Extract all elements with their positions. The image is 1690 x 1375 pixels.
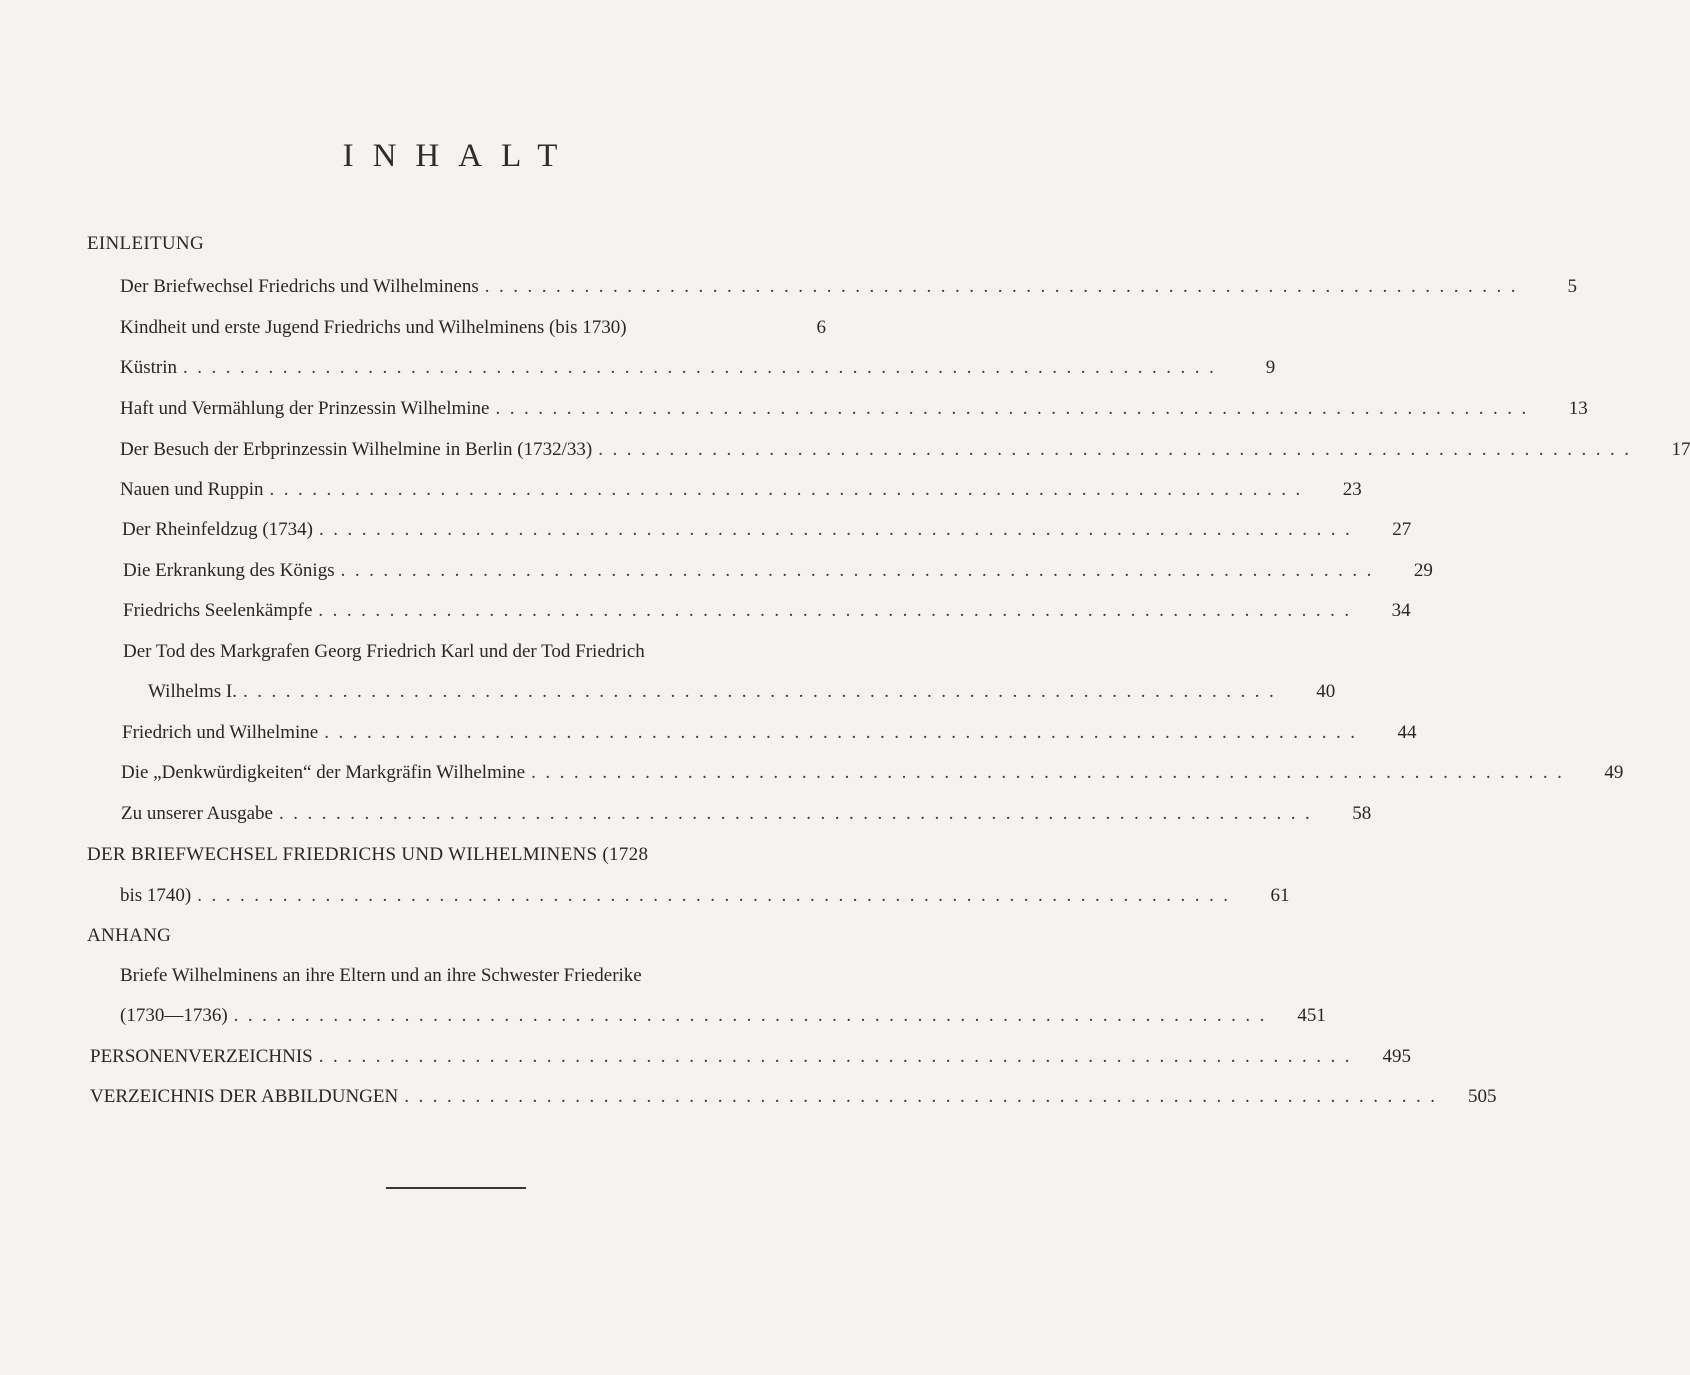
leader-dots: ......................................................................... (197, 885, 1238, 906)
toc-entry-personen[interactable] (90, 1042, 1411, 1072)
toc-entry-page: 49 (1604, 762, 1624, 783)
toc-entry-label: Zu unserer Ausgabe (121, 803, 273, 824)
toc-entry-label: Der Briefwechsel Friedrichs und Wilhelminens (120, 276, 479, 297)
leader-dots: ......................................................................... (269, 479, 1310, 500)
toc-entry-label: Der Besuch der Erbprinzessin Wilhelmine in Berlin (1732/33) (120, 439, 593, 460)
toc-entry[interactable] (121, 758, 1624, 788)
toc-entry[interactable] (122, 515, 1412, 545)
toc-entry-page: 61 (1270, 885, 1290, 906)
toc-entry-page: 17 (1671, 439, 1690, 460)
leader-dots: ......................................................................... (233, 1005, 1274, 1026)
toc-entry[interactable] (120, 313, 826, 343)
leader-dots: ......................................................................... (278, 803, 1320, 824)
toc-entry-label: Kindheit und erste Jugend Friedrichs und Wilhelminens (bis 1730) (120, 317, 627, 338)
leader-dots: ......................................................................... (318, 1046, 1359, 1067)
toc-entry-page: 6 (816, 317, 826, 338)
toc-entry-abbildungen[interactable] (90, 1082, 1497, 1112)
toc-entry-page: 451 (1297, 1005, 1326, 1026)
toc-entry-page: 9 (1265, 357, 1276, 378)
toc-entry[interactable] (120, 475, 1362, 505)
section-heading-briefwechsel[interactable]: DER BRIEFWECHSEL FRIEDRICHS UND WILHELMINENS (1728 (87, 844, 649, 865)
toc-entry[interactable] (120, 435, 1690, 465)
toc-entry-label-line1[interactable]: Der Tod des Markgrafen Georg Friedrich Karl und der Tod Friedrich (123, 641, 645, 662)
toc-entry-page: 58 (1352, 803, 1372, 824)
toc-entry-page: 13 (1568, 398, 1588, 419)
leader-dots: ......................................................................... (318, 600, 1359, 621)
toc-entry-label: Der Rheinfeldzug (1734) (122, 519, 313, 540)
leader-dots: ......................................................................... (242, 681, 1284, 702)
toc-entry[interactable] (120, 881, 1290, 911)
leader-dots: ......................................................................... (495, 398, 1536, 419)
leader-dots: ......................................................................... (324, 722, 1365, 743)
toc-entry[interactable] (122, 718, 1417, 748)
toc-entry-label: Wilhelms I. (148, 681, 237, 702)
leader-dots: ......................................................................... (319, 519, 1360, 540)
toc-entry[interactable] (120, 1001, 1326, 1031)
toc-entry[interactable] (121, 799, 1372, 829)
section-heading-anhang: ANHANG (87, 925, 172, 946)
toc-entry-label: Die „Denkwürdigkeiten“ der Markgräfin Wilhelmine (121, 762, 526, 783)
toc-entry[interactable] (120, 272, 1577, 302)
toc-entry[interactable] (148, 677, 1336, 707)
toc-entry-page: 44 (1397, 722, 1417, 743)
toc-entry-label: bis 1740) (120, 885, 192, 906)
toc-entry-page: 34 (1391, 600, 1411, 621)
leader-dots: ......................................................................... (183, 357, 1224, 378)
toc-entry-label: (1730—1736) (120, 1005, 228, 1026)
section-heading-einleitung: EINLEITUNG (87, 233, 204, 254)
section-heading-abbildungen: VERZEICHNIS DER ABBILDUNGEN (90, 1086, 399, 1107)
closing-rule (386, 1187, 526, 1189)
toc-entry-page: 5 (1567, 276, 1577, 297)
toc-entry-page: 29 (1413, 560, 1433, 581)
toc-entry-label: Friedrichs Seelenkämpfe (123, 600, 313, 621)
toc-entry-page: 495 (1382, 1046, 1411, 1067)
toc-entry-page: 23 (1342, 479, 1362, 500)
toc-entry-label: Nauen und Ruppin (120, 479, 264, 500)
toc-entry-label: Die Erkrankung des Königs (123, 560, 335, 581)
toc-entry-page: 40 (1316, 681, 1336, 702)
leader-dots: ......................................................................... (404, 1086, 1445, 1107)
page-title: INHALT (342, 138, 577, 174)
toc-entry-label: Küstrin (120, 357, 177, 378)
toc-entry-label: Friedrich und Wilhelmine (122, 722, 319, 743)
leader-dots: ......................................................................... (598, 439, 1639, 460)
toc-entry-label-line1[interactable]: Briefe Wilhelminens an ihre Eltern und an ihre Schwester Friederike (120, 965, 642, 986)
toc-entry[interactable] (123, 556, 1433, 586)
toc-entry-page: 27 (1392, 519, 1412, 540)
toc-entry[interactable] (120, 353, 1276, 383)
section-heading-personen: PERSONENVERZEICHNIS (90, 1046, 313, 1067)
toc-entry[interactable] (123, 596, 1411, 626)
toc-entry[interactable] (120, 394, 1588, 424)
toc-entry-page: 505 (1467, 1086, 1497, 1107)
leader-dots: ......................................................................... (484, 276, 1525, 297)
leader-dots: ......................................................................... (531, 762, 1572, 783)
leader-dots: ......................................................................... (340, 560, 1381, 581)
toc-entry-label: Haft und Vermählung der Prinzessin Wilhelmine (120, 398, 490, 419)
